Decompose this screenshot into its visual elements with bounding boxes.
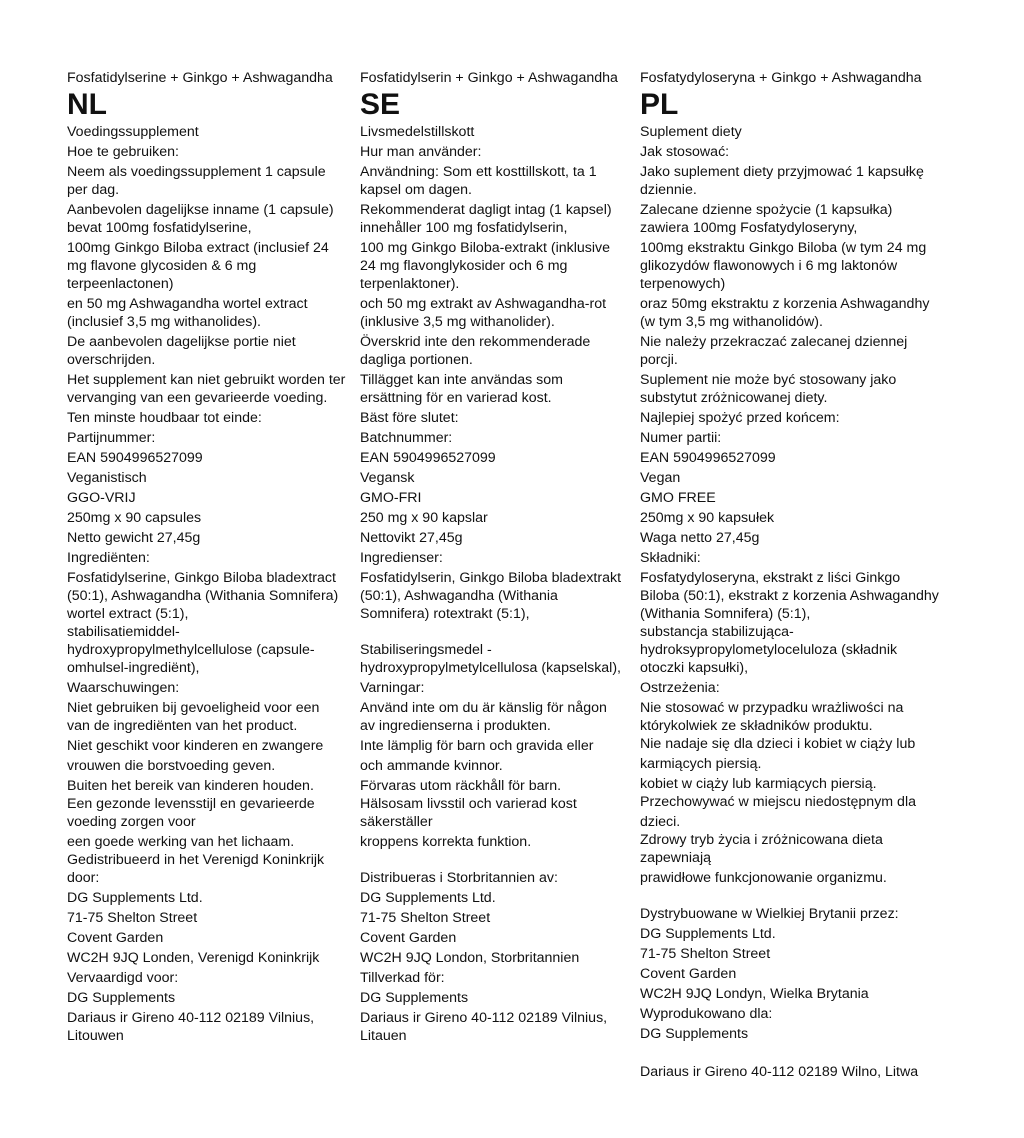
- text-block: dzieci. Zdrowy tryb życia i zróżnicowana dieta zapewniają: [640, 814, 883, 866]
- text-block: karmiących piersią.: [640, 756, 762, 772]
- text-block: Ingrediënten:: [67, 550, 150, 566]
- text-block: Ten minste houdbaar tot einde:: [67, 410, 262, 426]
- text-block: Numer partii:: [640, 430, 722, 446]
- text-block: Suplement nie może być stosowany jako substytut zróżnicowanej diety.: [640, 372, 897, 406]
- text-block: DG Supplements: [360, 990, 469, 1006]
- text-block: WC2H 9JQ Londyn, Wielka Brytania: [640, 986, 869, 1002]
- text-block: Användning: Som ett kosttillskott, ta 1 kapsel om dagen.: [360, 164, 597, 198]
- text-block: DG Supplements Ltd.: [640, 926, 776, 942]
- language-code-heading: SE: [360, 88, 401, 121]
- text-block: Nie należy przekraczać zalecanej dziennej porcji.: [640, 334, 908, 368]
- text-block: Batchnummer:: [360, 430, 453, 446]
- text-block: DG Supplements: [67, 990, 176, 1006]
- text-block: Voedingssupplement: [67, 124, 199, 140]
- text-block: EAN 5904996527099: [640, 450, 776, 466]
- product-title: Fosfatidylserine + Ginkgo + Ashwagandha: [67, 70, 333, 86]
- text-block: WC2H 9JQ Londen, Verenigd Koninkrijk: [67, 950, 320, 966]
- text-block: Niet geschikt voor kinderen en zwangere: [67, 738, 324, 754]
- text-block: Najlepiej spożyć przed końcem:: [640, 410, 840, 426]
- text-block: Vegan: [640, 470, 681, 486]
- text-block: Waga netto 27,45g: [640, 530, 760, 546]
- text-block: Livsmedelstillskott: [360, 124, 475, 140]
- product-title: Fosfatidylserin + Ginkgo + Ashwagandha: [360, 70, 618, 86]
- text-block: De aanbevolen dagelijkse portie niet overschrijden.: [67, 334, 296, 368]
- text-block: Ostrzeżenia:: [640, 680, 720, 696]
- text-block: 71-75 Shelton Street: [640, 946, 771, 962]
- text-block: och 50 mg extrakt av Ashwagandha-rot (inklusive 3,5 mg withanolider).: [360, 296, 607, 330]
- text-block: WC2H 9JQ London, Storbritannien: [360, 950, 580, 966]
- text-block: 250mg x 90 kapsułek: [640, 510, 775, 526]
- spacer: [67, 1045, 359, 1047]
- text-block: Covent Garden: [360, 930, 457, 946]
- text-block: Dariaus ir Gireno 40-112 02189 Wilno, Litwa: [640, 1064, 919, 1080]
- text-block: Tillverkad för:: [360, 970, 445, 986]
- text-block: kroppens korrekta funktion. Distribueras i Storbritannien av:: [360, 834, 558, 886]
- text-block: Varningar:: [360, 680, 425, 696]
- text-block: Fosfatydyloseryna, ekstrakt z liści Ginkgo Biloba (50:1), ekstrakt z korzenia Ashwagandhy (Withania Somnifera) (5:1), substancja stabilizująca- hydroksypropylometyloceluloza (składnik otoczki kapsułki),: [640, 570, 939, 676]
- text-block: Aanbevolen dagelijkse inname (1 capsule) bevat 100mg fosfatidylserine,: [67, 202, 334, 236]
- text-block: Vegansk: [360, 470, 415, 486]
- text-block: en 50 mg Ashwagandha wortel extract (inclusief 3,5 mg withanolides).: [67, 296, 308, 330]
- text-block: Tillägget kan inte användas som ersättning för en varierad kost.: [360, 372, 563, 406]
- text-block: 100 mg Ginkgo Biloba-extrakt (inklusive 24 mg flavonglykosider och 6 mg terpenlaktoner).: [360, 240, 610, 292]
- text-block: Överskrid inte den rekommenderade dagliga portionen.: [360, 334, 591, 368]
- text-block: och ammande kvinnor.: [360, 758, 503, 774]
- text-block: Covent Garden: [640, 966, 737, 982]
- column-nl: [67, 69, 359, 1047]
- column-se: [360, 69, 638, 1047]
- text-block: Buiten het bereik van kinderen houden. Een gezonde levensstijl en gevarieerde voeding zorgen voor: [67, 778, 315, 830]
- text-block: Fosfatidylserine, Ginkgo Biloba bladextract (50:1), Ashwagandha (Withania Somnifera) wortel extract (5:1), stabilisatiemiddel- hydroxypropylmethylcellulose (capsule- omhulsel-ingrediënt),: [67, 570, 339, 676]
- column-pl: [640, 69, 970, 1083]
- text-block: GMO-FRI: [360, 490, 422, 506]
- text-block: Dariaus ir Gireno 40-112 02189 Vilnius, Litouwen: [67, 1010, 315, 1044]
- text-block: Wyprodukowano dla:: [640, 1006, 773, 1022]
- text-block: Hoe te gebruiken:: [67, 144, 179, 160]
- text-block: Zalecane dzienne spożycie (1 kapsułka) zawiera 100mg Fosfatydyloseryny,: [640, 202, 893, 236]
- text-block: Förvaras utom räckhåll för barn. Hälsosam livsstil och varierad kost säkerställer: [360, 778, 577, 830]
- text-block: DG Supplements Ltd.: [67, 890, 203, 906]
- text-block: kobiet w ciąży lub karmiących piersią. Przechowywać w miejscu niedostępnym dla: [640, 776, 916, 810]
- text-block: Bäst före slutet:: [360, 410, 459, 426]
- text-block: Vervaardigd voor:: [67, 970, 179, 986]
- text-block: Jak stosować:: [640, 144, 730, 160]
- text-block: Rekommenderat dagligt intag (1 kapsel) innehåller 100 mg fosfatidylserin,: [360, 202, 612, 236]
- spacer: [360, 1045, 638, 1047]
- text-block: Neem als voedingssupplement 1 capsule per dag.: [67, 164, 326, 198]
- text-block: Jako suplement diety przyjmować 1 kapsułkę dziennie.: [640, 164, 924, 198]
- language-code-heading: PL: [640, 88, 679, 121]
- text-block: 100mg Ginkgo Biloba extract (inclusief 24 mg flavone glycosiden & 6 mg terpeenlactonen): [67, 240, 329, 292]
- text-block: Suplement diety: [640, 124, 742, 140]
- text-block: EAN 5904996527099: [67, 450, 203, 466]
- text-block: een goede werking van het lichaam. Gedistribueerd in het Verenigd Koninkrijk door:: [67, 834, 325, 886]
- language-code-heading: NL: [67, 88, 107, 121]
- text-block: Hur man använder:: [360, 144, 482, 160]
- text-block: 100mg ekstraktu Ginkgo Biloba (w tym 24 mg glikozydów flawonowych i 6 mg laktonów terpenowych): [640, 240, 927, 292]
- text-block: Fosfatidylserin, Ginkgo Biloba bladextrakt (50:1), Ashwagandha (Withania Somnifera) rotextrakt (5:1), Stabiliseringsmedel - hydroxypropylmetylcellulosa (kapselskal),: [360, 570, 622, 676]
- text-block: GMO FREE: [640, 490, 716, 506]
- text-block: 71-75 Shelton Street: [360, 910, 491, 926]
- text-block: Covent Garden: [67, 930, 164, 946]
- text-block: 71-75 Shelton Street: [67, 910, 198, 926]
- text-block: DG Supplements: [640, 1026, 749, 1042]
- text-block: Waarschuwingen:: [67, 680, 180, 696]
- text-block: Het supplement kan niet gebruikt worden ter vervanging van een gevarieerde voeding.: [67, 372, 346, 406]
- text-block: 250 mg x 90 kapslar: [360, 510, 488, 526]
- text-block: prawidłowe funkcjonowanie organizmu. Dystrybuowane w Wielkiej Brytanii przez:: [640, 870, 899, 922]
- text-block: EAN 5904996527099: [360, 450, 496, 466]
- text-block: Składniki:: [640, 550, 701, 566]
- text-block: Partijnummer:: [67, 430, 156, 446]
- text-block: Netto gewicht 27,45g: [67, 530, 201, 546]
- text-block: Dariaus ir Gireno 40-112 02189 Vilnius, Litauen: [360, 1010, 608, 1044]
- text-block: DG Supplements Ltd.: [360, 890, 496, 906]
- text-block: Ingredienser:: [360, 550, 443, 566]
- text-block: vrouwen die borstvoeding geven.: [67, 758, 276, 774]
- spacer: [640, 1081, 970, 1083]
- text-block: Använd inte om du är känslig för någon av ingredienserna i produkten.: [360, 700, 607, 734]
- text-block: Nettovikt 27,45g: [360, 530, 463, 546]
- text-block: GGO-VRIJ: [67, 490, 136, 506]
- product-title: Fosfatydyloseryna + Ginkgo + Ashwagandha: [640, 70, 922, 86]
- text-block: Niet gebruiken bij gevoeligheid voor een van de ingrediënten van het product.: [67, 700, 320, 734]
- text-block: oraz 50mg ekstraktu z korzenia Ashwagandhy (w tym 3,5 mg withanolidów).: [640, 296, 930, 330]
- text-block: 250mg x 90 capsules: [67, 510, 202, 526]
- text-block: Nie stosować w przypadku wrażliwości na którykolwiek ze składników produktu. Nie nadaje się dla dzieci i kobiet w ciąży lub: [640, 700, 916, 752]
- text-block: Veganistisch: [67, 470, 147, 486]
- text-block: Inte lämplig för barn och gravida eller: [360, 738, 594, 754]
